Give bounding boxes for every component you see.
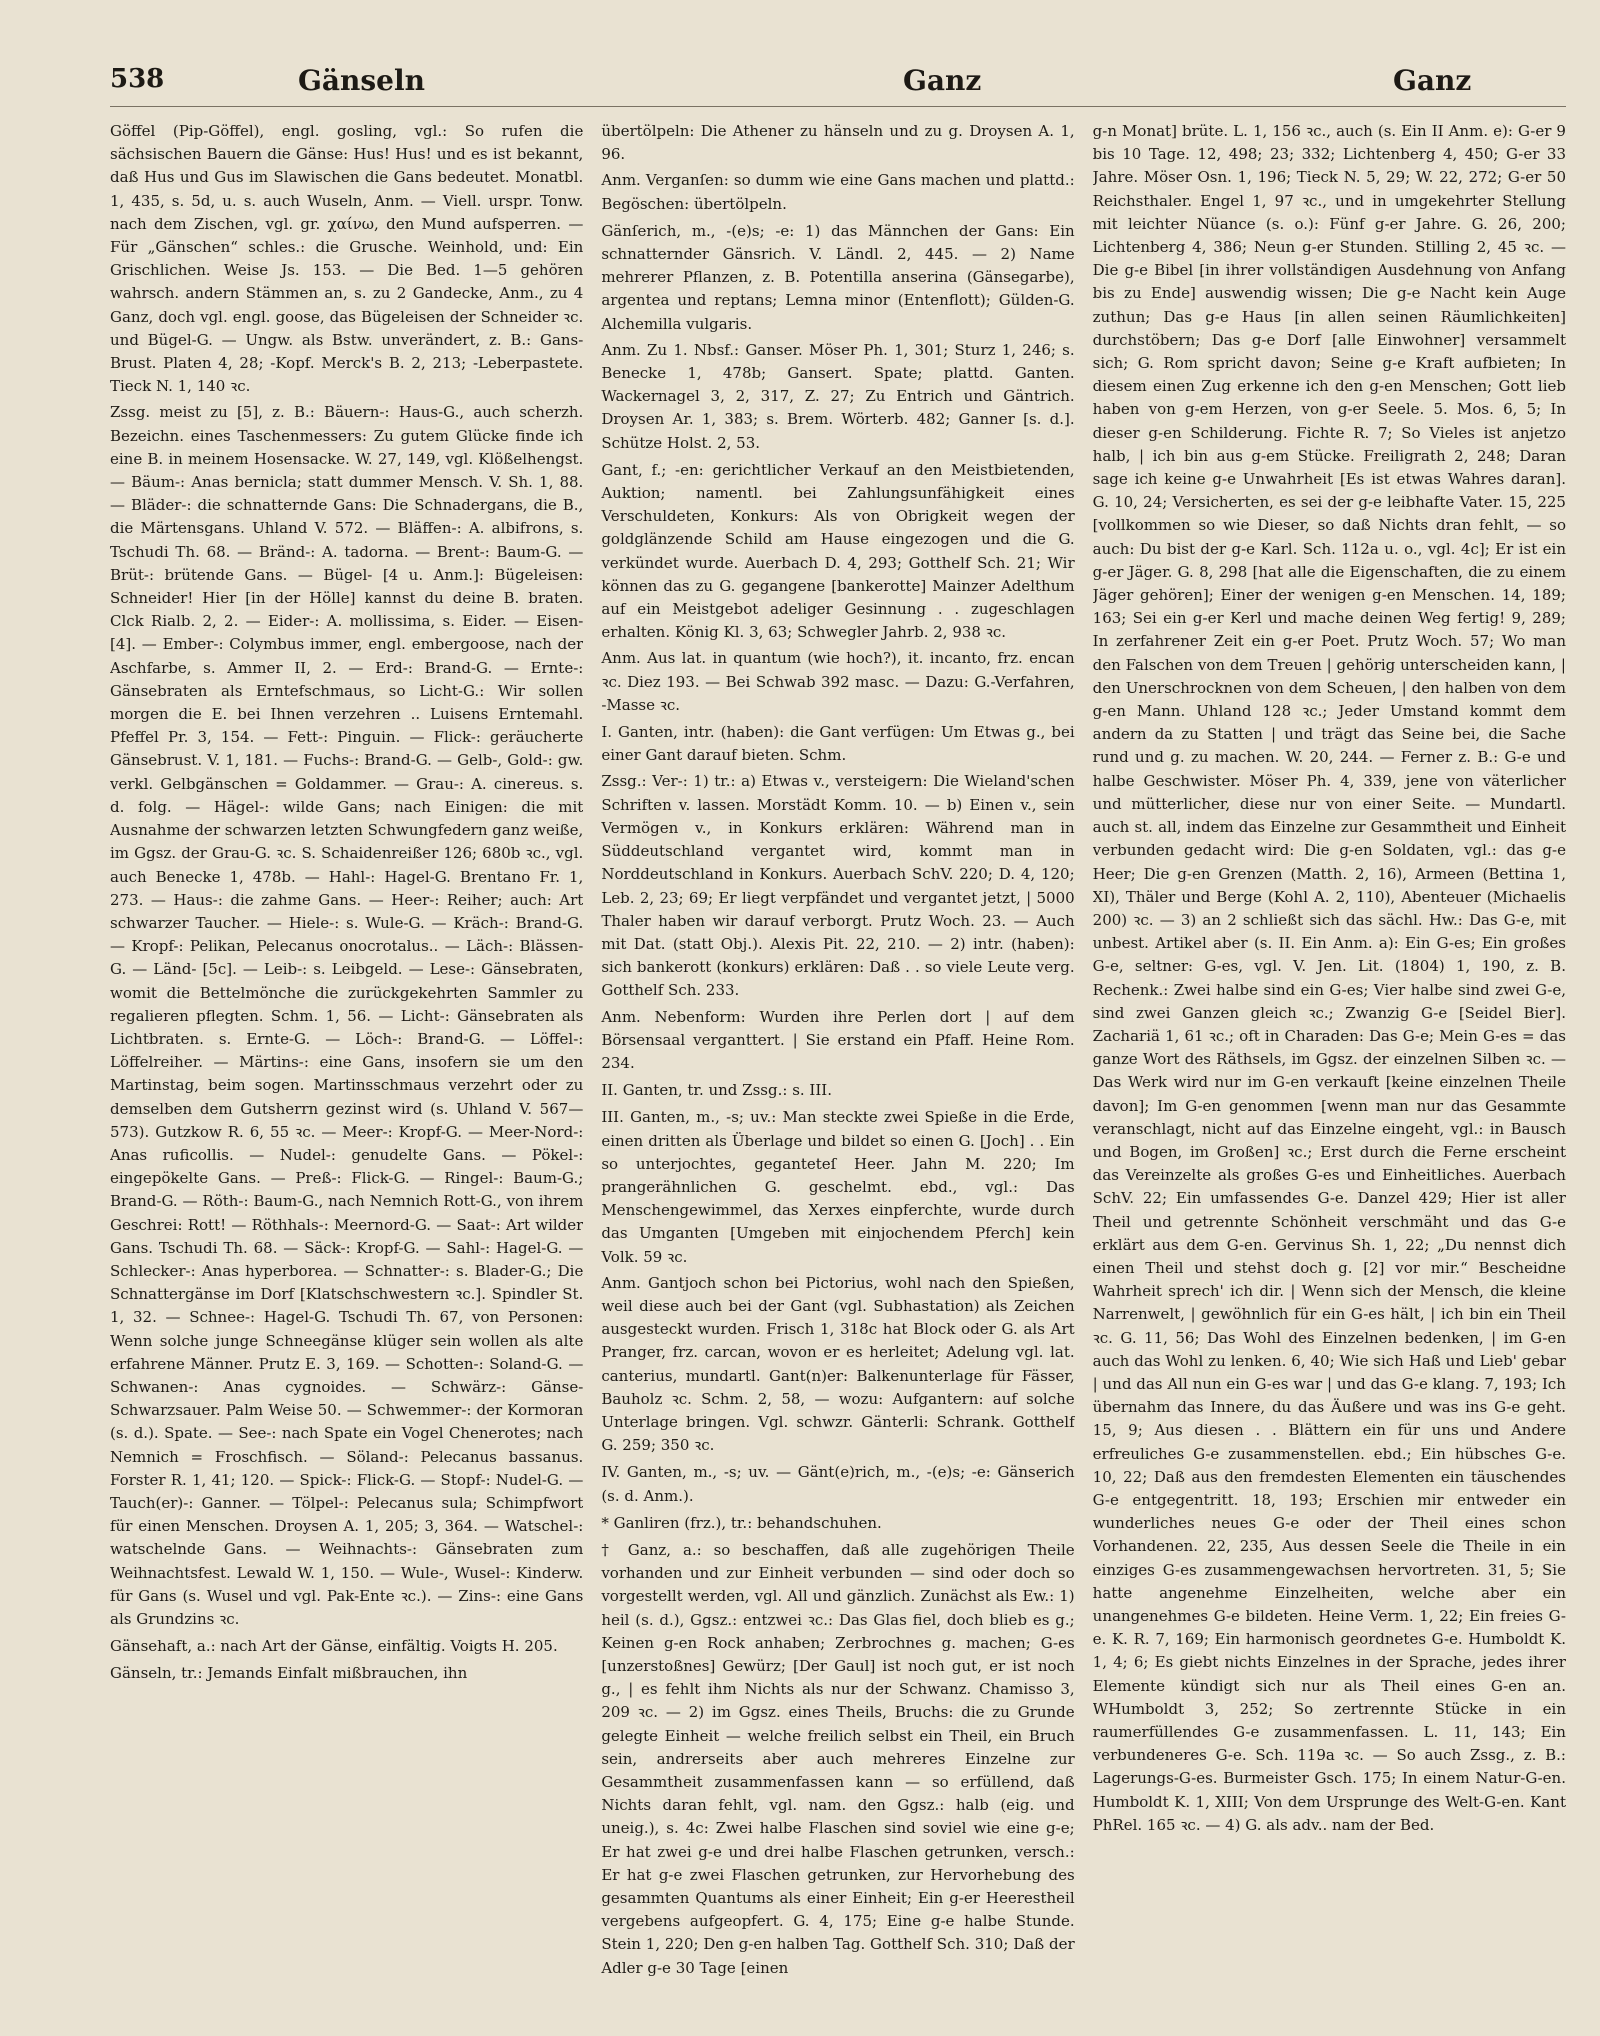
- entry-paragraph: † Ganz, a.: so beschaffen, daß alle zugehörigen Theile vorhanden und zur Einheit verbunden — sind oder doch so vorgestellt werden, vgl. All und gänzlich. Zunächst als Ew.: 1) heil (s. d.), Ggsz.: entzwei ꝛc.: Das Glas fiel, doch blieb es g.; Keinen g-en Rock anhaben; Zerbrochnes g. machen; G-es [unzerstoßnes] Gewürz; [Der Gaul] ist noch gut, er ist noch g., | es fehlt ihm Nichts als nur der Schwanz. Chamisso 3, 209 ꝛc. — 2) im Ggsz. eines Theils, Bruchs: die zu Grunde gelegte Einheit — welche freilich selbst ein Theil, ein Bruch sein, andrerseits aber auch mehreres Einzelne zur Gesammtheit zusammenfassen kann — so erfüllend, daß Nichts daran fehlt, vgl. nam. den Ggsz.: halb (eig. und uneig.), s. 4c: Zwei halbe Flaschen sind soviel wie eine g-e; Er hat zwei g-e und drei halbe Flaschen getrunken, versch.: Er hat g-e zwei Flaschen getrunken, zur Hervorhebung des gesammten Quantums als einer Einheit; Ein g-er Heerestheil vergebens aufgeopfert. G. 4, 175; Eine g-e halbe Stunde. Stein 1, 220; Den g-en halben Tag. Gotthelf Sch. 310; Daß der Adler g-e 30 Tage [einen: [601, 1540, 1075, 1977]
- running-head-left: Gänseln: [298, 64, 425, 97]
- entry-paragraph: Anm. Gantjoch schon bei Pictorius, wohl nach den Spießen, weil diese auch bei der Gant (vgl. Subhastation) als Zeichen ausgesteckt wurden. Frisch 1, 318c hat Block oder G. als Art Pranger, frz. carcan, wovon er es herleitet; Adelung vgl. lat. canterius, mundartl. Gant(n)er: Balkenunterlage für Fässer, Bauholz ꝛc. Schm. 2, 58, — wozu: Aufgantern: auf solche Unterlage bringen. Vgl. schwzr. Gänterli: Schrank. Gotthelf G. 259; 350 ꝛc.: [601, 1273, 1075, 1455]
- entry-paragraph: Gänseln, tr.: Jemands Einfalt mißbrauchen, ihn: [110, 1664, 468, 1683]
- column-2: [601, 120, 1074, 2020]
- text-columns: [110, 120, 1566, 2020]
- running-head-center: Ganz: [903, 64, 982, 97]
- entry-paragraph: Gänsehaft, a.: nach Art der Gänse, einfältig. Voigts H. 205.: [110, 1637, 558, 1656]
- entry-paragraph: III. Ganten, m., -s; uv.: Man steckte zwei Spieße in die Erde, einen dritten als Überlage und bildet so einen G. [Joch] . . Ein so unterjochtes, geganteteſ Heer. Jahn M. 220; Im prangerähnlichen G. geschelmt. ebd., vgl.: Das Menschengewimmel, das Xerxes einpferchte, wurde durch das Umganten [Umgeben mit einjochendem Pferch] kein Volk. 59 ꝛc.: [601, 1108, 1075, 1266]
- entry-paragraph: Zssg.: Ver-: 1) tr.: a) Etwas v., versteigern: Die Wieland'schen Schriften v. lassen. Morstädt Komm. 10. — b) Einen v., sein Vermögen v., in Konkurs erklären: Während man in Süddeutschland vergantet wird, kommt man in Norddeutschland in Konkurs. Auerbach SchV. 220; D. 4, 120; Leb. 2, 23; 69; Er liegt verpfändet und vergantet jetzt, | 5000 Thaler haben wir darauf verborgt. Prutz Woch. 23. — Auch mit Dat. (statt Obj.). Alexis Pit. 22, 210. — 2) intr. (haben): sich bankerott (konkurs) erklären: Daß . . so viele Leute verg. Gotthelf Sch. 233.: [601, 772, 1075, 1000]
- page-number: 538: [110, 64, 165, 94]
- entry-paragraph: Anm. Verganſen: so dumm wie eine Gans machen und plattd.: Begöschen: übertölpeln.: [601, 171, 1075, 213]
- column-1: [110, 120, 583, 2020]
- entry-paragraph: Anm. Nebenform: Wurden ihre Perlen dort | auf dem Börsensaal verganttert. | Sie erstand ein Pfaff. Heine Rom. 234.: [601, 1007, 1075, 1072]
- page-header: [110, 58, 1566, 107]
- entry-paragraph: Zssg. meist zu [5], z. B.: Bäuern-: Haus-G., auch scherzh. Bezeichn. eines Taschenmessers: Zu gutem Glücke finde ich eine B. in meinem Hosensacke. W. 27, 149, vgl. Klößelhengst. — Bäum-: Anas bernicla; statt dummer Mensch. V. Sh. 1, 88. — Bläder-: die schnatternde Gans: Die Schnadergans, die B., die Märtensgans. Uhland V. 572. — Bläffen-: A. albifrons, s. Tschudi Th. 68. — Bränd-: A. tadorna. — Brent-: Baum-G. — Brüt-: brütende Gans. — Bügel- [4 u. Anm.]: Bügeleisen: Schneider! Hier [in der Hölle] kannst du deine B. braten. Clck Rialb. 2, 2. — Eider-: A. mollissima, s. Eider. — Eisen- [4]. — Ember-: Colymbus immer, engl. embergoose, nach der Aschfarbe, s. Ammer II, 2. — Erd-: Brand-G. — Ernte-: Gänsebraten als Erntefschmaus, so Licht-G.: Wir sollen morgen die E. bei Ihnen verzehren .. Luisens Erntemahl. Pfeffel Pr. 3, 154. — Fett-: Pinguin. — Flick-: geräucherte Gänsebrust. V. 1, 181. — Fuchs-: Brand-G. — Gelb-, Gold-: gw. verkl. Gelbgänschen = Goldammer. — Grau-: A. cinereus. s. d. folg. — Hägel-: wilde Gans; nach Einigen: die mit Ausnahme der schwarzen letzten Schwungfedern ganz weiße, im Ggsz. der Grau-G. ꝛc. S. Schaidenreißer 126; 680b ꝛc., vgl. auch Benecke 1, 478b. — Hahl-: Hagel-G. Brentano Fr. 1, 273. — Haus-: die zahme Gans. — Heer-: Reiher; auch: Art schwarzer Taucher. — Hiele-: s. Wule-G. — Kräch-: Brand-G. — Kropf-: Pelikan, Pelecanus onocrotalus.. — Läch-: Blässen-G. — Länd- [5c]. — Leib-: s. Leibgeld. — Lese-: Gänsebraten, womit die Bettelmönche die zurückgekehrten Sammler zu regalieren pflegten. Schm. 1, 56. — Licht-: Gänsebraten als Lichtbraten. s. Ernte-G. — Löch-: Brand-G. — Löffel-: Löffelreiher. — Märtins-: eine Gans, insofern sie um den Martinstag, beim sogen. Martinsschmaus verzehrt oder zu demselben dem Gutsherrn gezinst wird (s. Uhland V. 567—573). Gutzkow R. 6, 55 ꝛc. — Meer-: Kropf-G. — Meer-Nord-: Anas ruficollis. — Nudel-: genudelte Gans. — Pökel-: eingepökelte Gans. — Preß-: Flick-G. — Ringel-: Baum-G.; Brand-G. — Röth-: Baum-G., nach Nemnich Rott-G., von ihrem Geschrei: Rott! — Röthhals-: Meernord-G. — Saat-: Art wilder Gans. Tschudi Th. 68. — Säck-: Kropf-G. — Sahl-: Hagel-G. — Schlecker-: Anas hyperborea. — Schnatter-: s. Blader-G.; Die Schnattergänse im Dorf [Klatschschwestern ꝛc.]. Spindler St. 1, 32. — Schnee-: Hagel-G. Tschudi Th. 67, von Personen: Wenn solche junge Schneegänse klüger sein wollen als alte erfahrene Männer. Prutz E. 3, 169. — Schotten-: Soland-G. — Schwanen-: Anas cygnoides. — Schwärz-: Gänse-Schwarzsauer. Palm Weise 50. — Schwemmer-: der Kormoran (s. d.). Spate. — See-: nach Spate ein Vogel Chenerotes; nach Nemnich = Froschfisch. — Söland-: Pelecanus bassanus. Forster R. 1, 41; 120. — Spick-: Flick-G. — Stopf-: Nudel-G. — Tauch(er)-: Ganner. — Tölpel-: Pelecanus sula; Schimpfwort für einen Menschen. Droysen A. 1, 205; 3, 364. — Watschel-: watschelnde Gans. — Weihnachts-: Gänsebraten zum Weihnachtsfest. Lewald W. 1, 150. — Wule-, Wusel-: Kinderw. für Gans (s. Wusel und vgl. Pak-Ente ꝛc.). — Zins-: eine Gans als Grundzins ꝛc.: [110, 403, 584, 1628]
- entry-paragraph: II. Ganten, tr. und Zssg.: s. III.: [601, 1081, 832, 1100]
- entry-paragraph: Gant, f.; -en: gerichtlicher Verkauf an den Meistbietenden, Auktion; namentl. bei Zahlungsunfähigkeit eines Verschuldeten, Konkurs: Als von Obrigkeit wegen der goldglänzende Schild am Hause eingezogen und die G. verkündet wurde. Auerbach D. 4, 293; Gotthelf Sch. 21; Wir können das zu G. gegangene [bankerotte] Mainzer Adelthum auf ein Meistgebot adeliger Gesinnung . . zugeschlagen erhalten. König Kl. 3, 63; Schwegler Jahrb. 2, 938 ꝛc.: [601, 460, 1075, 642]
- entry-paragraph: I. Ganten, intr. (haben): die Gant verfügen: Um Etwas g., bei einer Gant darauf bieten. Schm.: [601, 723, 1075, 765]
- entry-paragraph: Anm. Zu 1. Nbsf.: Ganser. Möser Ph. 1, 301; Sturz 1, 246; s. Benecke 1, 478b; Gansert. Spate; plattd. Ganten. Wackernagel 3, 2, 317, Z. 27; Zu Entrich und Gäntrich. Droysen Ar. 1, 383; s. Brem. Wörterb. 482; Ganner [s. d.]. Schütze Holst. 2, 53.: [601, 340, 1075, 452]
- entry-paragraph: Anm. Aus lat. in quantum (wie hoch?), it. incanto, frz. encan ꝛc. Diez 193. — Bei Schwab 392 masc. — Dazu: G.-Verfahren, -Masse ꝛc.: [601, 649, 1075, 714]
- running-head-right: Ganz: [1393, 64, 1472, 97]
- entry-paragraph: g-n Monat] brüte. L. 1, 156 ꝛc., auch (s. Ein II Anm. e): G-er 9 bis 10 Tage. 12, 498; 23; 332; Lichtenberg 4, 450; G-er 33 Jahre. Möser Osn. 1, 196; Tieck N. 5, 29; W. 22, 272; G-er 50 Reichsthaler. Engel 1, 97 ꝛc., und in umgekehrter Stellung mit leichter Nüance (s. o.): Fünf g-er Jahre. G. 26, 200; Lichtenberg 4, 386; Neun g-er Stunden. Stilling 2, 45 ꝛc. — Die g-e Bibel [in ihrer vollständigen Ausdehnung von Anfang bis zu Ende] auswendig wissen; Die g-e Nacht kein Auge zuthun; Das g-e Haus [in allen seinen Räumlichkeiten] durchstöbern; Das g-e Dorf [alle Einwohner] versammelt sich; G. Rom spricht davon; Seine g-e Kraft aufbieten; In diesem einen Zug erkenne ich den g-en Menschen; Gott lieb haben von g-em Herzen, von g-er Seele. 5. Mos. 6, 5; In dieser g-en Schilderung. Fichte R. 7; So Vieles ist anjetzo halb, | ich bin aus g-em Stücke. Freiligrath 2, 248; Daran sage ich keine g-e Unwahrheit [Es ist etwas Wahres daran]. G. 10, 24; Versicherten, es sei der g-e leibhafte Vater. 15, 225 [vollkommen so wie Dieser, so daß Nichts dran fehlt, — so auch: Du bist der g-e Karl. Sch. 112a u. o., vgl. 4c]; Er ist ein g-er Jäger. G. 8, 298 [hat alle die Eigenschaften, die zu einem Jäger gehören]; Einer der wenigen g-en Menschen. 14, 189; 163; Sei ein g-er Kerl und mache deinen Weg fertig! 9, 289; In zerfahrener Zeit ein g-er Poet. Prutz Woch. 57; Wo man den Falschen von dem Treuen | gehörig unterscheiden kann, | den Unerschrocknen von dem Scheuen, | den halben von dem g-en Mann. Uhland 128 ꝛc.; Jeder Umstand kommt dem andern da zu Statten | und trägt das Seine bei, die Sache rund und g. zu machen. W. 20, 244. — Ferner z. B.: G-e und halbe Geschwister. Möser Ph. 4, 339, jene von väterlicher und mütterlicher, diese nur von einer Seite. — Mundartl. auch st. all, indem das Einzelne zur Gesammtheit und Einheit verbunden gedacht wird: Die g-en Soldaten, vgl.: das g-e Heer; Die g-en Grenzen (Matth. 2, 16), Armeen (Bettina 1, XI), Thäler und Berge (Kohl A. 2, 110), Abenteuer (Michaelis 200) ꝛc. — 3) an 2 schließt sich das sächl. Hw.: Das G-e, mit unbest. Artikel aber (s. II. Ein Anm. a): Ein G-es; Ein großes G-e, seltner: G-es, vgl. V. Jen. Lit. (1804) 1, 190, z. B. Rechenk.: Zwei halbe sind ein G-es; Vier halbe sind zwei G-e, sind zwei Ganzen gleich ꝛc.; Zwanzig G-e [Seidel Bier]. Zachariä 1, 61 ꝛc.; oft in Charaden: Das G-e; Mein G-es = das ganze Wort des Räthsels, im Ggsz. der einzelnen Silben ꝛc. — Das Werk wird nur im G-en verkauft [keine einzelnen Theile davon]; Im G-en genommen [wenn man nur das Gesammte veranschlagt, nicht auf das Einzelne eingeht, vgl.: in Bausch und Bogen, im Großen] ꝛc.; Erst durch die Ferne erscheint das Vereinzelte als großes G-es und Einheitliches. Auerbach SchV. 22; Ein umfassendes G-e. Danzel 429; Hier ist aller Theil und getrennte Schönheit verschmäht und das G-e erklärt aus dem G-en. Gervinus Sh. 1, 22; „Du nennst dich einen Theil und stehst doch g. [2] vor mir.“ Bescheidne Wahrheit sprech' ich dir. | Wenn sich der Mensch, die kleine Narrenwelt, | gewöhnlich für ein G-es hält, | ich bin ein Theil ꝛc. G. 11, 56; Das Wohl des Einzelnen bedenken, | im G-en auch das Wohl zu lenken. 6, 40; Wie sich Haß und Lieb' gebar | und das All nun ein G-es war | und das G-e klang. 7, 193; Ich übernahm das Innere, du das Äußere und was ins G-e geht. 15, 9; Aus diesen . . Blättern ein für uns und Andere erfreuliches G-e zusammenstellen. ebd.; Ein hübsches G-e. 10, 22; Daß aus den fremdesten Elementen ein täuschendes G-e entgegentritt. 18, 193; Erschien mir entweder ein wunderliches neues G-e oder der Theil eines schon Vorhandenen. 22, 235, Aus dessen Seele die Theile in ein einziges G-es zusammengewachsen hervortreten. 31, 5; Sie hatte angenehme Einzelheiten, welche aber ein unangenehmes G-e bildeten. Heine Verm. 1, 22; Ein freies G-e. K. R. 7, 169; Ein harmonisch geordnetes G-e. Humboldt K. 1, 4; 6; Es giebt nichts Einzelnes in der Sprache, jedes ihrer Elemente kündigt sich nur als Theil eines G-en an. WHumboldt 3, 252; So zertrennte Stücke in ein raumerfüllendes G-e zusammenfassen. L. 11, 143; Ein verbundeneres G-e. Sch. 119a ꝛc. — So auch Zssg., z. B.: Lagerungs-G-es. Burmeister Gsch. 175; In einem Natur-G-en. Humboldt K. 1, XIII; Von dem Ursprunge des Welt-G-en. Kant PhRel. 165 ꝛc. — 4) G. als adv.. nam der Bed.: [1092, 122, 1566, 1834]
- entry-paragraph: Göffel (Pip-Göffel), engl. gosling, vgl.: So rufen die sächsischen Bauern die Gänse: Hus! Hus! und es ist bekannt, daß Hus und Gus im Slawischen die Gans bedeutet. Monatbl. 1, 435, s. 5d, u. s. auch Wuseln, Anm. — Viell. urspr. Tonw. nach dem Zischen, vgl. gr. χαίνω, den Mund aufsperren. — Für „Gänschen“ schles.: die Grusche. Weinhold, und: Ein Grischlichen. Weise Js. 153. — Die Bed. 1—5 gehören wahrsch. andern Stämmen an, s. zu 2 Gandecke, Anm., zu 4 Ganz, doch vgl. engl. goose, das Bügeleisen der Schneider ꝛc. und Bügel-G. — Ungw. als Bstw. unverändert, z. B.: Gans-Brust. Platen 4, 28; -Kopf. Merck's B. 2, 213; -Leberpastete. Tieck N. 1, 140 ꝛc.: [110, 122, 584, 396]
- entry-paragraph: * Ganliren (frz.), tr.: behandschuhen.: [601, 1513, 882, 1532]
- entry-paragraph: übertölpeln: Die Athener zu hänseln und zu g. Droysen A. 1, 96.: [601, 122, 1075, 164]
- entry-paragraph: Gänſerich, m., -(e)s; -e: 1) das Männchen der Gans: Ein schnatternder Gänsrich. V. Ländl. 2, 445. — 2) Name mehrerer Pflanzen, z. B. Potentilla anserina (Gänsegarbe), argentea und reptans; Lemna minor (Entenflott); Gülden-G. Alchemilla vulgaris.: [601, 221, 1075, 333]
- entry-paragraph: IV. Ganten, m., -s; uv. — Gänt(e)rich, m., -(e)s; -e: Gänserich (s. d. Anm.).: [601, 1463, 1075, 1505]
- column-3: [1093, 120, 1566, 2020]
